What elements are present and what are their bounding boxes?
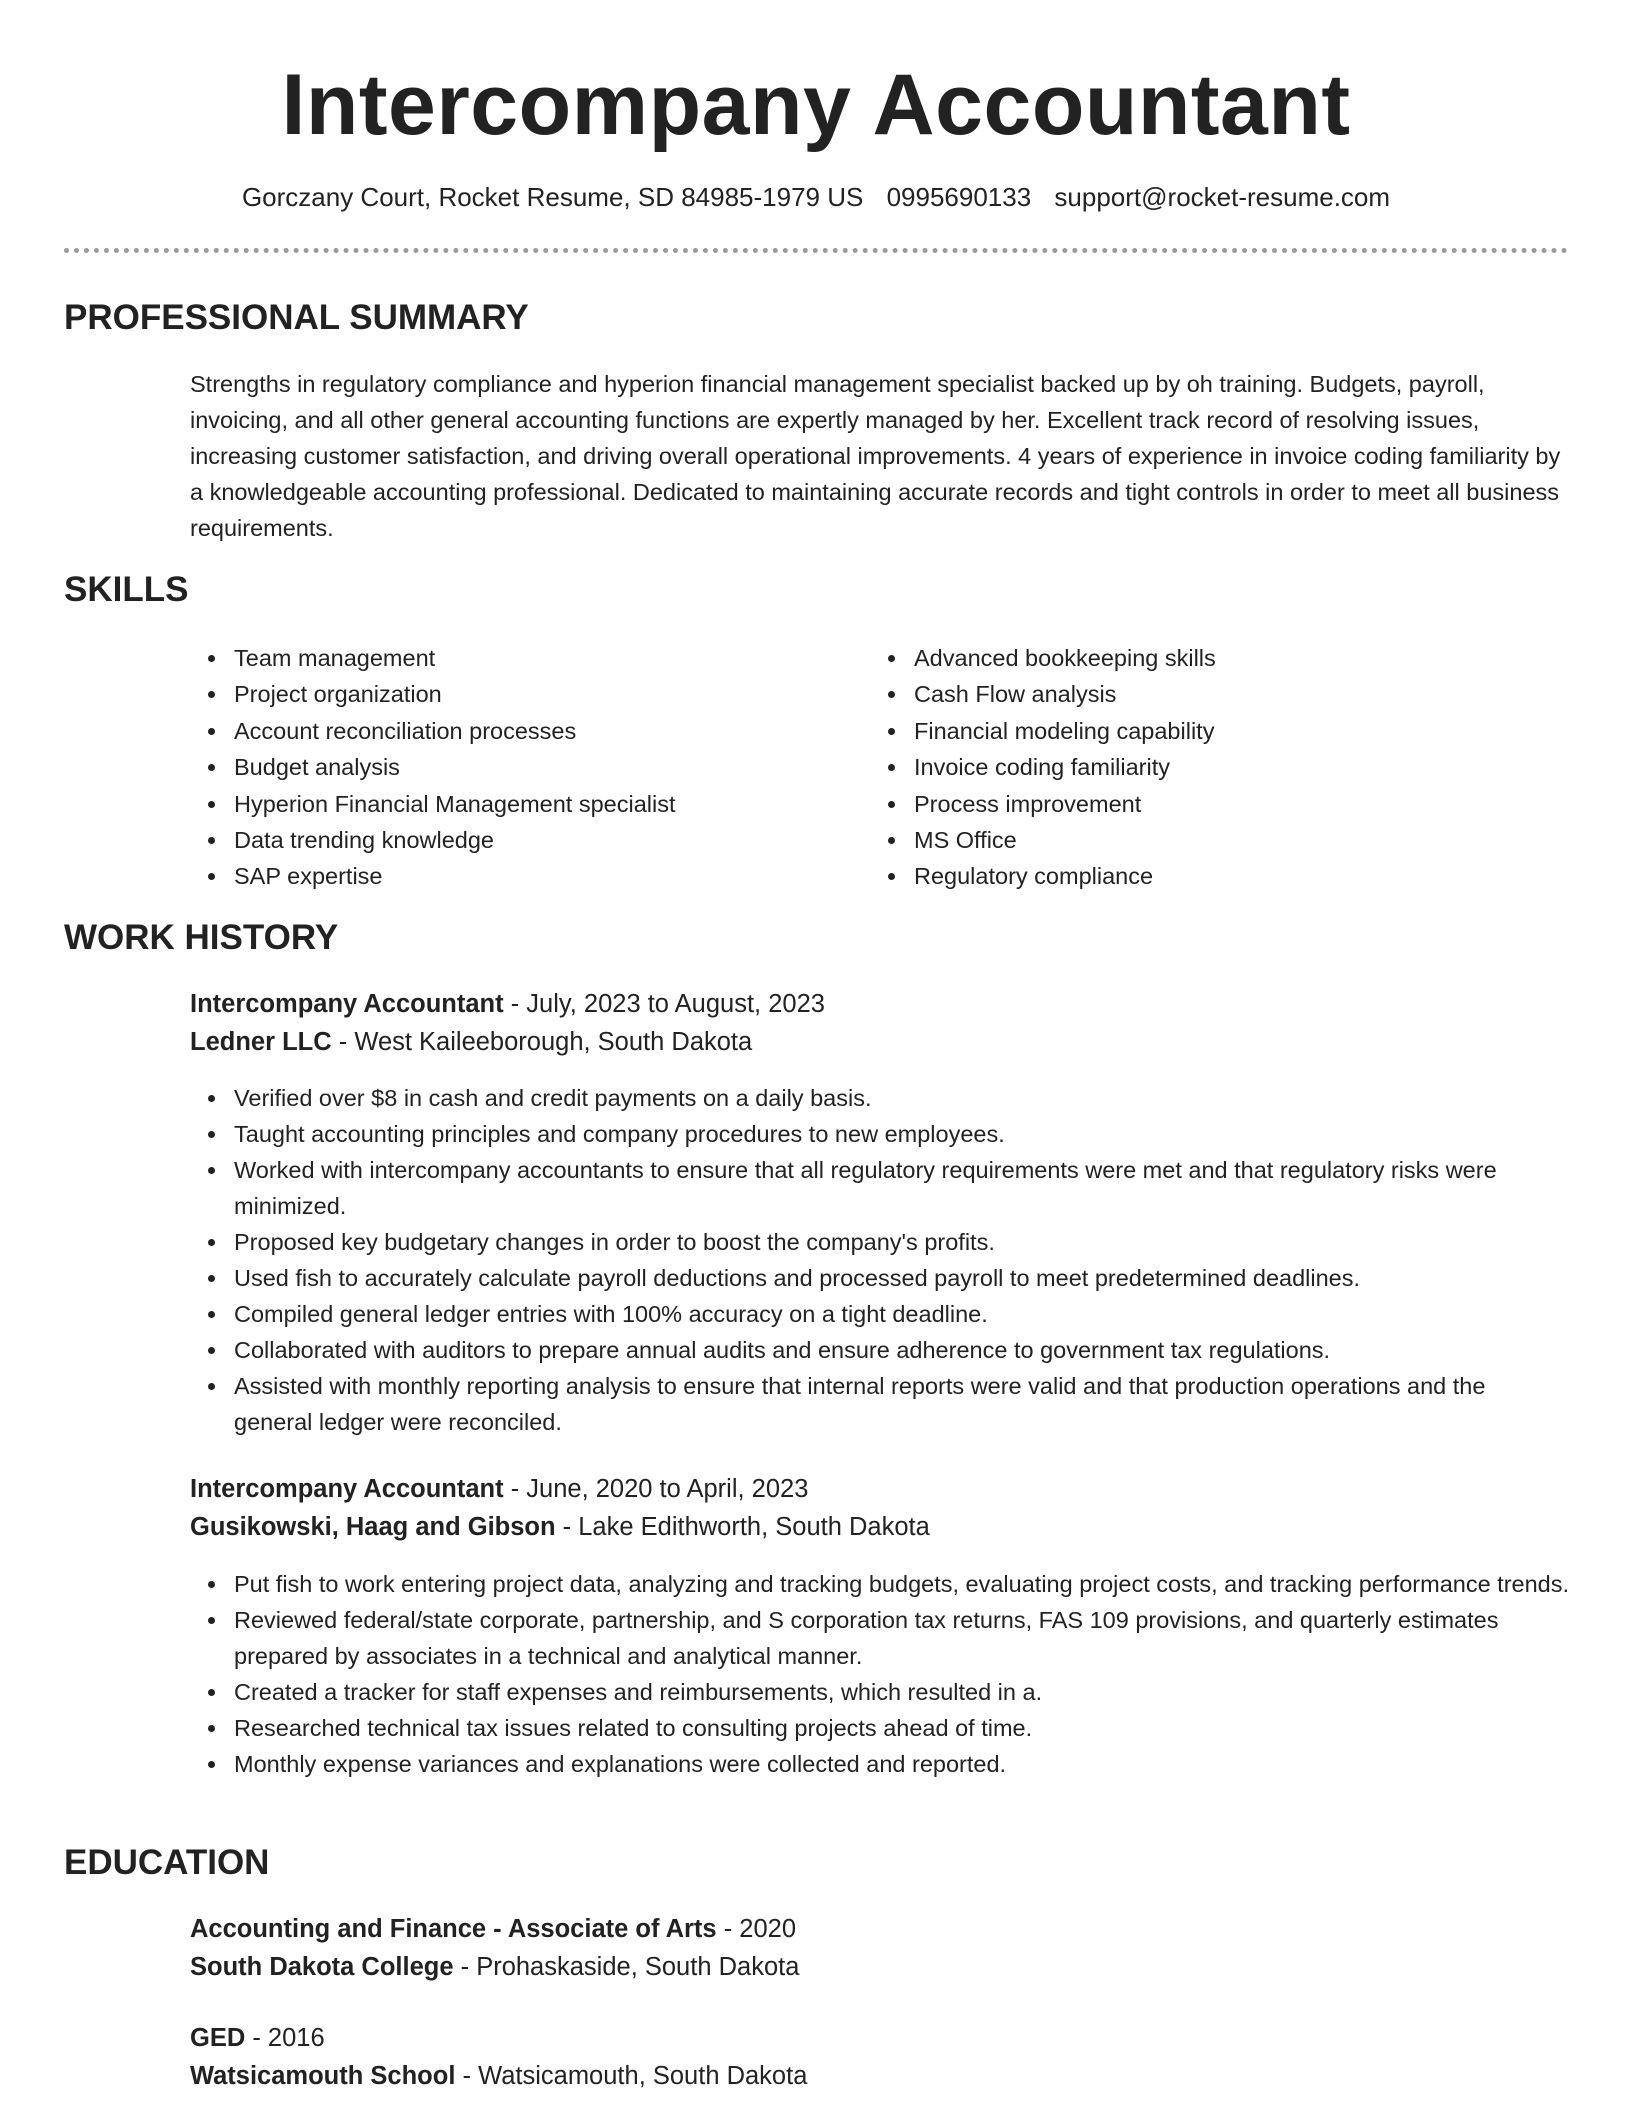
job-company: Gusikowski, Haag and Gibson — [190, 1513, 556, 1541]
skill-item: Budget analysis — [190, 749, 870, 785]
education-location: - Prohaskaside, South Dakota — [453, 1953, 800, 1981]
job-bullets — [190, 1566, 1570, 1782]
education-school-line — [190, 1948, 799, 1986]
section-title-skills: SKILLS — [64, 570, 189, 609]
job-bullet: Monthly expense variances and explanations were collected and reported. — [190, 1746, 1570, 1782]
skill-item: Regulatory compliance — [870, 858, 1550, 894]
skills-list — [190, 640, 1570, 895]
job-dates: - June, 2020 to April, 2023 — [503, 1475, 809, 1503]
skill-item: Cash Flow analysis — [870, 676, 1550, 712]
job-bullet: Collaborated with auditors to prepare annual audits and ensure adherence to government tax regulations. — [190, 1332, 1570, 1368]
job-location: - Lake Edithworth, South Dakota — [555, 1513, 930, 1541]
education-degree-line — [190, 1910, 796, 1948]
job-title: Intercompany Accountant — [190, 1475, 504, 1503]
education-school-line — [190, 2057, 807, 2095]
job-title: Intercompany Accountant — [190, 990, 504, 1018]
skill-item: SAP expertise — [190, 858, 870, 894]
skill-item: Hyperion Financial Management specialist — [190, 786, 870, 822]
job-bullet: Assisted with monthly reporting analysis to ensure that internal reports were valid and that production operations and the general ledger were reconciled. — [190, 1368, 1570, 1440]
job-bullet: Proposed key budgetary changes in order to boost the company's profits. — [190, 1224, 1570, 1260]
skill-item: Invoice coding familiarity — [870, 749, 1550, 785]
education-degree-line — [190, 2019, 325, 2057]
job-company: Ledner LLC — [190, 1028, 332, 1056]
summary-text: Strengths in regulatory compliance and hyperion financial management specialist backed up by oh training. Budgets, payroll, invoicing, and all other general accounting functions are expertly managed by her. Excellent track record of resolving issues, increasing customer satisfaction, and driving overall operational improvements. 4 years of experience in invoice coding familiarity by a knowledgeable accounting professional. Dedicated to maintaining accurate records and tight controls in order to meet all business requirements. — [190, 371, 1561, 541]
skill-item: Advanced bookkeeping skills — [870, 640, 1550, 676]
job-bullet: Used fish to accurately calculate payroll deductions and processed payroll to meet predetermined deadlines. — [190, 1260, 1570, 1296]
education-year: - 2016 — [245, 2024, 325, 2052]
skill-item: Account reconciliation processes — [190, 713, 870, 749]
skills-column-right — [870, 640, 1550, 895]
job-bullet: Put fish to work entering project data, analyzing and tracking budgets, evaluating project costs, and tracking performance trends. — [190, 1566, 1570, 1602]
skill-item: Financial modeling capability — [870, 713, 1550, 749]
job-bullet: Researched technical tax issues related to consulting projects ahead of time. — [190, 1710, 1570, 1746]
candidate-name: Intercompany Accountant — [281, 57, 1351, 153]
job-title-line — [190, 1470, 808, 1508]
contact-address: Gorczany Court, Rocket Resume, SD 84985-1979 US — [241, 182, 864, 212]
job-company-line — [190, 1023, 752, 1061]
skill-item: Process improvement — [870, 786, 1550, 822]
education-school: Watsicamouth School — [190, 2062, 456, 2090]
contact-phone: 0995690133 — [886, 182, 1032, 212]
section-title-work: WORK HISTORY — [64, 918, 339, 957]
job-bullet: Verified over $8 in cash and credit payments on a daily basis. — [190, 1080, 1570, 1116]
skills-column-left — [190, 640, 870, 895]
education-degree: GED — [190, 2024, 246, 2052]
job-bullet: Taught accounting principles and company procedures to new employees. — [190, 1116, 1570, 1152]
skill-item: Data trending knowledge — [190, 822, 870, 858]
contact-line — [0, 182, 1632, 213]
skill-item: MS Office — [870, 822, 1550, 858]
education-school: South Dakota College — [190, 1953, 454, 1981]
contact-email: support@rocket-resume.com — [1054, 182, 1391, 212]
header-divider — [64, 248, 1568, 253]
job-title-line — [190, 985, 825, 1023]
section-title-summary: PROFESSIONAL SUMMARY — [64, 298, 529, 337]
job-bullet: Worked with intercompany accountants to ensure that all regulatory requirements were met and that regulatory risks were minimized. — [190, 1152, 1570, 1224]
job-bullets — [190, 1080, 1570, 1440]
job-company-line — [190, 1508, 930, 1546]
job-bullet: Created a tracker for staff expenses and reimbursements, which resulted in a. — [190, 1674, 1570, 1710]
job-bullet: Reviewed federal/state corporate, partnership, and S corporation tax returns, FAS 109 provisions, and quarterly estimates prepared by associates in a technical and analytical manner. — [190, 1602, 1570, 1674]
job-bullet: Compiled general ledger entries with 100% accuracy on a tight deadline. — [190, 1296, 1570, 1332]
job-location: - West Kaileeborough, South Dakota — [331, 1028, 753, 1056]
education-year: - 2020 — [716, 1915, 796, 1943]
education-location: - Watsicamouth, South Dakota — [455, 2062, 808, 2090]
job-dates: - July, 2023 to August, 2023 — [503, 990, 825, 1018]
skill-item: Project organization — [190, 676, 870, 712]
skill-item: Team management — [190, 640, 870, 676]
education-degree: Accounting and Finance - Associate of Arts — [190, 1915, 717, 1943]
section-title-education: EDUCATION — [64, 1843, 270, 1882]
